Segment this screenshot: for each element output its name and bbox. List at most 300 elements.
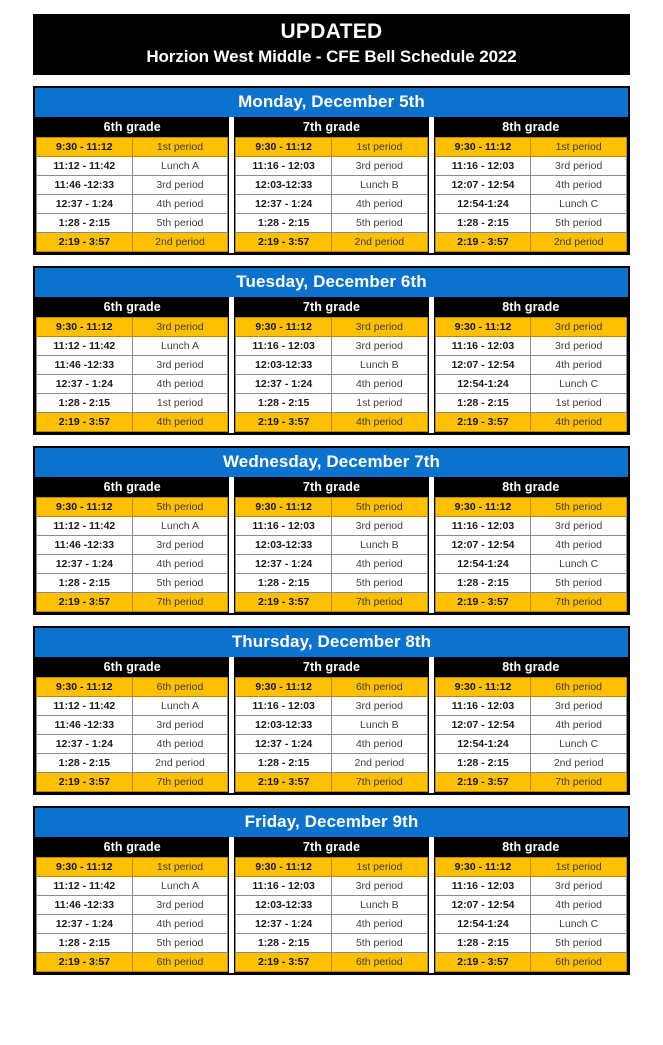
table-row [37, 716, 228, 735]
grade-column [35, 297, 229, 433]
grade-column-title: 8th grade [435, 658, 627, 677]
period-label: 3rd period [132, 356, 228, 375]
period-time: 12:03-12:33 [236, 356, 332, 375]
table-row [435, 337, 626, 356]
period-label: 1st period [331, 394, 427, 413]
day-header: Thursday, December 8th [35, 628, 628, 657]
table-row [37, 773, 228, 792]
period-time: 11:12 - 11:42 [37, 157, 133, 176]
period-label: Lunch C [531, 375, 627, 394]
period-label: 7th period [531, 773, 627, 792]
table-row [435, 555, 626, 574]
table-row [435, 318, 626, 337]
grade-column [234, 297, 428, 433]
period-time: 9:30 - 11:12 [236, 678, 332, 697]
table-row [236, 858, 427, 877]
table-row [236, 536, 427, 555]
period-time: 2:19 - 3:57 [37, 593, 133, 612]
period-time: 11:12 - 11:42 [37, 877, 133, 896]
period-time: 11:46 -12:33 [37, 896, 133, 915]
period-label: 1st period [132, 138, 228, 157]
day-block [33, 626, 630, 795]
period-time: 11:12 - 11:42 [37, 517, 133, 536]
period-time: 1:28 - 2:15 [37, 214, 133, 233]
period-time: 12:03-12:33 [236, 716, 332, 735]
period-time: 12:37 - 1:24 [236, 195, 332, 214]
grade-column [434, 657, 628, 793]
table-row [37, 877, 228, 896]
table-row [236, 877, 427, 896]
table-row [236, 953, 427, 972]
grade-column [35, 657, 229, 793]
period-time: 12:37 - 1:24 [37, 735, 133, 754]
period-label: 5th period [531, 498, 627, 517]
period-label: Lunch B [331, 716, 427, 735]
period-label: 4th period [132, 555, 228, 574]
table-row [236, 915, 427, 934]
grade-column-title: 6th grade [36, 658, 228, 677]
period-time: 11:46 -12:33 [37, 536, 133, 555]
period-time: 12:54-1:24 [435, 195, 531, 214]
period-label: 7th period [531, 593, 627, 612]
period-time: 11:16 - 12:03 [435, 877, 531, 896]
period-label: Lunch B [331, 356, 427, 375]
table-row [37, 214, 228, 233]
table-row [236, 413, 427, 432]
grade-columns [35, 297, 628, 433]
period-label: 6th period [331, 953, 427, 972]
period-label: 2nd period [132, 754, 228, 773]
period-label: 3rd period [132, 536, 228, 555]
table-row [435, 953, 626, 972]
schedule-table [36, 497, 228, 612]
grade-column [234, 477, 428, 613]
grade-column [234, 837, 428, 973]
table-row [236, 138, 427, 157]
table-row [435, 754, 626, 773]
table-row [37, 574, 228, 593]
period-label: 5th period [331, 574, 427, 593]
period-time: 1:28 - 2:15 [236, 574, 332, 593]
period-time: 1:28 - 2:15 [435, 574, 531, 593]
table-row [236, 517, 427, 536]
table-row [435, 678, 626, 697]
period-time: 2:19 - 3:57 [236, 953, 332, 972]
schedule-table [36, 137, 228, 252]
grade-columns [35, 837, 628, 973]
schedule-table [435, 497, 627, 612]
table-row [435, 356, 626, 375]
period-time: 9:30 - 11:12 [37, 678, 133, 697]
table-row [435, 735, 626, 754]
period-label: 7th period [331, 593, 427, 612]
period-label: 4th period [331, 413, 427, 432]
period-time: 12:07 - 12:54 [435, 716, 531, 735]
schedule-table [235, 857, 427, 972]
period-label: 7th period [331, 773, 427, 792]
table-row [37, 176, 228, 195]
grade-column [434, 837, 628, 973]
grade-column [434, 117, 628, 253]
period-label: 4th period [531, 536, 627, 555]
table-row [435, 394, 626, 413]
period-time: 9:30 - 11:12 [37, 498, 133, 517]
period-time: 11:12 - 11:42 [37, 697, 133, 716]
period-time: 1:28 - 2:15 [435, 214, 531, 233]
period-time: 12:54-1:24 [435, 735, 531, 754]
period-label: 1st period [531, 138, 627, 157]
grade-column [35, 117, 229, 253]
period-label: 7th period [132, 593, 228, 612]
page-title-sub: Horzion West Middle - CFE Bell Schedule 2022 [146, 46, 517, 66]
period-label: Lunch A [132, 337, 228, 356]
table-row [435, 697, 626, 716]
period-label: 4th period [132, 915, 228, 934]
schedule-table [435, 317, 627, 432]
table-row [435, 517, 626, 536]
period-time: 11:16 - 12:03 [435, 157, 531, 176]
period-time: 12:37 - 1:24 [236, 375, 332, 394]
table-row [236, 375, 427, 394]
period-time: 1:28 - 2:15 [236, 754, 332, 773]
table-row [37, 375, 228, 394]
table-row [435, 413, 626, 432]
period-label: 5th period [531, 214, 627, 233]
period-label: 6th period [132, 953, 228, 972]
schedule-table [235, 317, 427, 432]
table-row [435, 536, 626, 555]
period-label: 4th period [331, 375, 427, 394]
period-label: 6th period [531, 678, 627, 697]
period-label: 3rd period [331, 877, 427, 896]
period-label: 1st period [331, 858, 427, 877]
period-time: 1:28 - 2:15 [435, 934, 531, 953]
table-row [37, 536, 228, 555]
period-label: 3rd period [132, 176, 228, 195]
period-label: Lunch A [132, 517, 228, 536]
table-row [236, 157, 427, 176]
period-label: Lunch B [331, 176, 427, 195]
table-row [435, 157, 626, 176]
schedule-table [36, 317, 228, 432]
period-label: Lunch A [132, 877, 228, 896]
period-label: Lunch C [531, 555, 627, 574]
grade-column-title: 8th grade [435, 478, 627, 497]
day-header: Tuesday, December 6th [35, 268, 628, 297]
table-row [37, 678, 228, 697]
table-row [435, 896, 626, 915]
period-label: 3rd period [531, 337, 627, 356]
period-label: 4th period [531, 896, 627, 915]
grade-columns [35, 117, 628, 253]
table-row [236, 754, 427, 773]
period-time: 9:30 - 11:12 [435, 138, 531, 157]
period-label: 6th period [531, 953, 627, 972]
table-row [435, 593, 626, 612]
period-label: 2nd period [132, 233, 228, 252]
table-row [435, 934, 626, 953]
period-time: 1:28 - 2:15 [37, 934, 133, 953]
period-label: 2nd period [331, 754, 427, 773]
period-label: 3rd period [531, 157, 627, 176]
day-header: Monday, December 5th [35, 88, 628, 117]
period-label: 3rd period [531, 318, 627, 337]
period-time: 9:30 - 11:12 [435, 858, 531, 877]
period-label: Lunch C [531, 195, 627, 214]
table-row [37, 517, 228, 536]
period-label: 1st period [132, 394, 228, 413]
table-row [236, 214, 427, 233]
grade-column-title: 6th grade [36, 118, 228, 137]
table-row [435, 233, 626, 252]
period-time: 9:30 - 11:12 [37, 138, 133, 157]
period-time: 1:28 - 2:15 [37, 394, 133, 413]
period-label: 6th period [331, 678, 427, 697]
grade-column [234, 117, 428, 253]
table-row [37, 915, 228, 934]
period-label: 5th period [531, 574, 627, 593]
period-label: 7th period [132, 773, 228, 792]
page-title-main: UPDATED [280, 20, 383, 43]
period-label: 3rd period [331, 517, 427, 536]
schedule-table [36, 857, 228, 972]
period-label: 4th period [531, 356, 627, 375]
table-row [37, 195, 228, 214]
period-time: 11:16 - 12:03 [236, 337, 332, 356]
period-label: 4th period [132, 413, 228, 432]
grade-column [434, 477, 628, 613]
period-time: 2:19 - 3:57 [236, 233, 332, 252]
table-row [236, 555, 427, 574]
period-label: 3rd period [331, 157, 427, 176]
period-time: 12:07 - 12:54 [435, 356, 531, 375]
period-label: Lunch B [331, 536, 427, 555]
period-time: 1:28 - 2:15 [435, 754, 531, 773]
period-time: 12:54-1:24 [435, 375, 531, 394]
period-label: 2nd period [531, 754, 627, 773]
table-row [435, 858, 626, 877]
period-label: 2nd period [531, 233, 627, 252]
period-time: 9:30 - 11:12 [236, 498, 332, 517]
table-row [236, 394, 427, 413]
period-time: 11:16 - 12:03 [435, 517, 531, 536]
period-label: 5th period [531, 934, 627, 953]
table-row [435, 214, 626, 233]
table-row [37, 157, 228, 176]
grade-columns [35, 657, 628, 793]
table-row [37, 697, 228, 716]
schedule-table [235, 137, 427, 252]
period-time: 2:19 - 3:57 [37, 953, 133, 972]
period-time: 9:30 - 11:12 [236, 858, 332, 877]
grade-column-title: 6th grade [36, 478, 228, 497]
period-label: 3rd period [331, 697, 427, 716]
table-row [37, 735, 228, 754]
table-row [37, 754, 228, 773]
table-row [37, 356, 228, 375]
table-row [435, 877, 626, 896]
schedule-table [435, 677, 627, 792]
period-label: 4th period [331, 555, 427, 574]
table-row [236, 593, 427, 612]
period-time: 2:19 - 3:57 [435, 413, 531, 432]
period-label: 1st period [531, 858, 627, 877]
table-row [435, 498, 626, 517]
period-label: 4th period [132, 195, 228, 214]
period-time: 12:03-12:33 [236, 536, 332, 555]
grade-column-title: 8th grade [435, 838, 627, 857]
title-banner [33, 14, 630, 75]
period-label: 4th period [331, 735, 427, 754]
period-time: 11:12 - 11:42 [37, 337, 133, 356]
period-label: 1st period [531, 394, 627, 413]
grade-column [434, 297, 628, 433]
day-block [33, 806, 630, 975]
period-time: 12:37 - 1:24 [236, 735, 332, 754]
table-row [236, 697, 427, 716]
period-time: 2:19 - 3:57 [37, 773, 133, 792]
period-label: Lunch C [531, 735, 627, 754]
period-time: 9:30 - 11:12 [37, 318, 133, 337]
period-time: 2:19 - 3:57 [435, 233, 531, 252]
period-time: 1:28 - 2:15 [236, 214, 332, 233]
period-time: 12:37 - 1:24 [236, 915, 332, 934]
period-time: 2:19 - 3:57 [236, 593, 332, 612]
table-row [37, 593, 228, 612]
period-time: 11:16 - 12:03 [236, 877, 332, 896]
period-label: 3rd period [531, 517, 627, 536]
schedule-table [435, 857, 627, 972]
period-time: 1:28 - 2:15 [236, 934, 332, 953]
table-row [236, 735, 427, 754]
period-time: 2:19 - 3:57 [435, 773, 531, 792]
period-label: 3rd period [531, 877, 627, 896]
period-time: 9:30 - 11:12 [236, 138, 332, 157]
period-time: 2:19 - 3:57 [435, 593, 531, 612]
table-row [37, 498, 228, 517]
schedule-table [435, 137, 627, 252]
period-label: 4th period [132, 735, 228, 754]
schedule-table [235, 497, 427, 612]
period-time: 2:19 - 3:57 [236, 413, 332, 432]
period-time: 9:30 - 11:12 [435, 318, 531, 337]
period-label: 1st period [331, 138, 427, 157]
grade-column-title: 7th grade [235, 298, 427, 317]
table-row [37, 413, 228, 432]
period-time: 9:30 - 11:12 [37, 858, 133, 877]
period-time: 11:46 -12:33 [37, 356, 133, 375]
grade-column-title: 8th grade [435, 118, 627, 137]
grade-columns [35, 477, 628, 613]
period-time: 2:19 - 3:57 [37, 413, 133, 432]
day-block [33, 86, 630, 255]
grade-column [35, 477, 229, 613]
period-label: 3rd period [132, 896, 228, 915]
table-row [236, 318, 427, 337]
grade-column [234, 657, 428, 793]
period-label: 4th period [531, 413, 627, 432]
schedule-table [36, 677, 228, 792]
period-label: 3rd period [331, 337, 427, 356]
day-header: Wednesday, December 7th [35, 448, 628, 477]
table-row [236, 896, 427, 915]
period-time: 2:19 - 3:57 [236, 773, 332, 792]
grade-column-title: 6th grade [36, 298, 228, 317]
table-row [236, 176, 427, 195]
grade-column-title: 6th grade [36, 838, 228, 857]
period-time: 12:37 - 1:24 [37, 555, 133, 574]
period-time: 9:30 - 11:12 [236, 318, 332, 337]
period-label: 1st period [132, 858, 228, 877]
table-row [435, 773, 626, 792]
period-label: 2nd period [331, 233, 427, 252]
period-time: 11:46 -12:33 [37, 716, 133, 735]
day-block [33, 446, 630, 615]
period-label: Lunch B [331, 896, 427, 915]
period-time: 12:37 - 1:24 [236, 555, 332, 574]
schedule-table [235, 677, 427, 792]
table-row [37, 233, 228, 252]
grade-column-title: 7th grade [235, 838, 427, 857]
period-time: 1:28 - 2:15 [236, 394, 332, 413]
table-row [236, 337, 427, 356]
period-time: 12:03-12:33 [236, 896, 332, 915]
period-time: 11:46 -12:33 [37, 176, 133, 195]
table-row [37, 953, 228, 972]
period-label: 5th period [331, 934, 427, 953]
period-label: 5th period [132, 574, 228, 593]
table-row [435, 195, 626, 214]
period-label: Lunch A [132, 697, 228, 716]
table-row [37, 858, 228, 877]
table-row [37, 934, 228, 953]
table-row [236, 773, 427, 792]
table-row [236, 498, 427, 517]
period-label: 5th period [331, 214, 427, 233]
period-time: 12:37 - 1:24 [37, 195, 133, 214]
table-row [236, 574, 427, 593]
period-time: 11:16 - 12:03 [236, 517, 332, 536]
table-row [37, 318, 228, 337]
period-time: 11:16 - 12:03 [435, 337, 531, 356]
period-time: 12:54-1:24 [435, 555, 531, 574]
table-row [435, 716, 626, 735]
grade-column-title: 7th grade [235, 478, 427, 497]
period-label: 5th period [331, 498, 427, 517]
period-time: 2:19 - 3:57 [37, 233, 133, 252]
grade-column [35, 837, 229, 973]
grade-column-title: 7th grade [235, 658, 427, 677]
table-row [37, 896, 228, 915]
table-row [236, 716, 427, 735]
period-label: 3rd period [331, 318, 427, 337]
table-row [435, 574, 626, 593]
table-row [435, 915, 626, 934]
period-time: 1:28 - 2:15 [37, 754, 133, 773]
period-time: 11:16 - 12:03 [435, 697, 531, 716]
table-row [37, 138, 228, 157]
table-row [236, 356, 427, 375]
grade-column-title: 7th grade [235, 118, 427, 137]
period-time: 9:30 - 11:12 [435, 678, 531, 697]
period-time: 12:07 - 12:54 [435, 176, 531, 195]
period-label: 5th period [132, 934, 228, 953]
period-label: Lunch C [531, 915, 627, 934]
period-label: 4th period [531, 176, 627, 195]
period-label: 3rd period [132, 716, 228, 735]
period-label: 4th period [531, 716, 627, 735]
table-row [435, 138, 626, 157]
